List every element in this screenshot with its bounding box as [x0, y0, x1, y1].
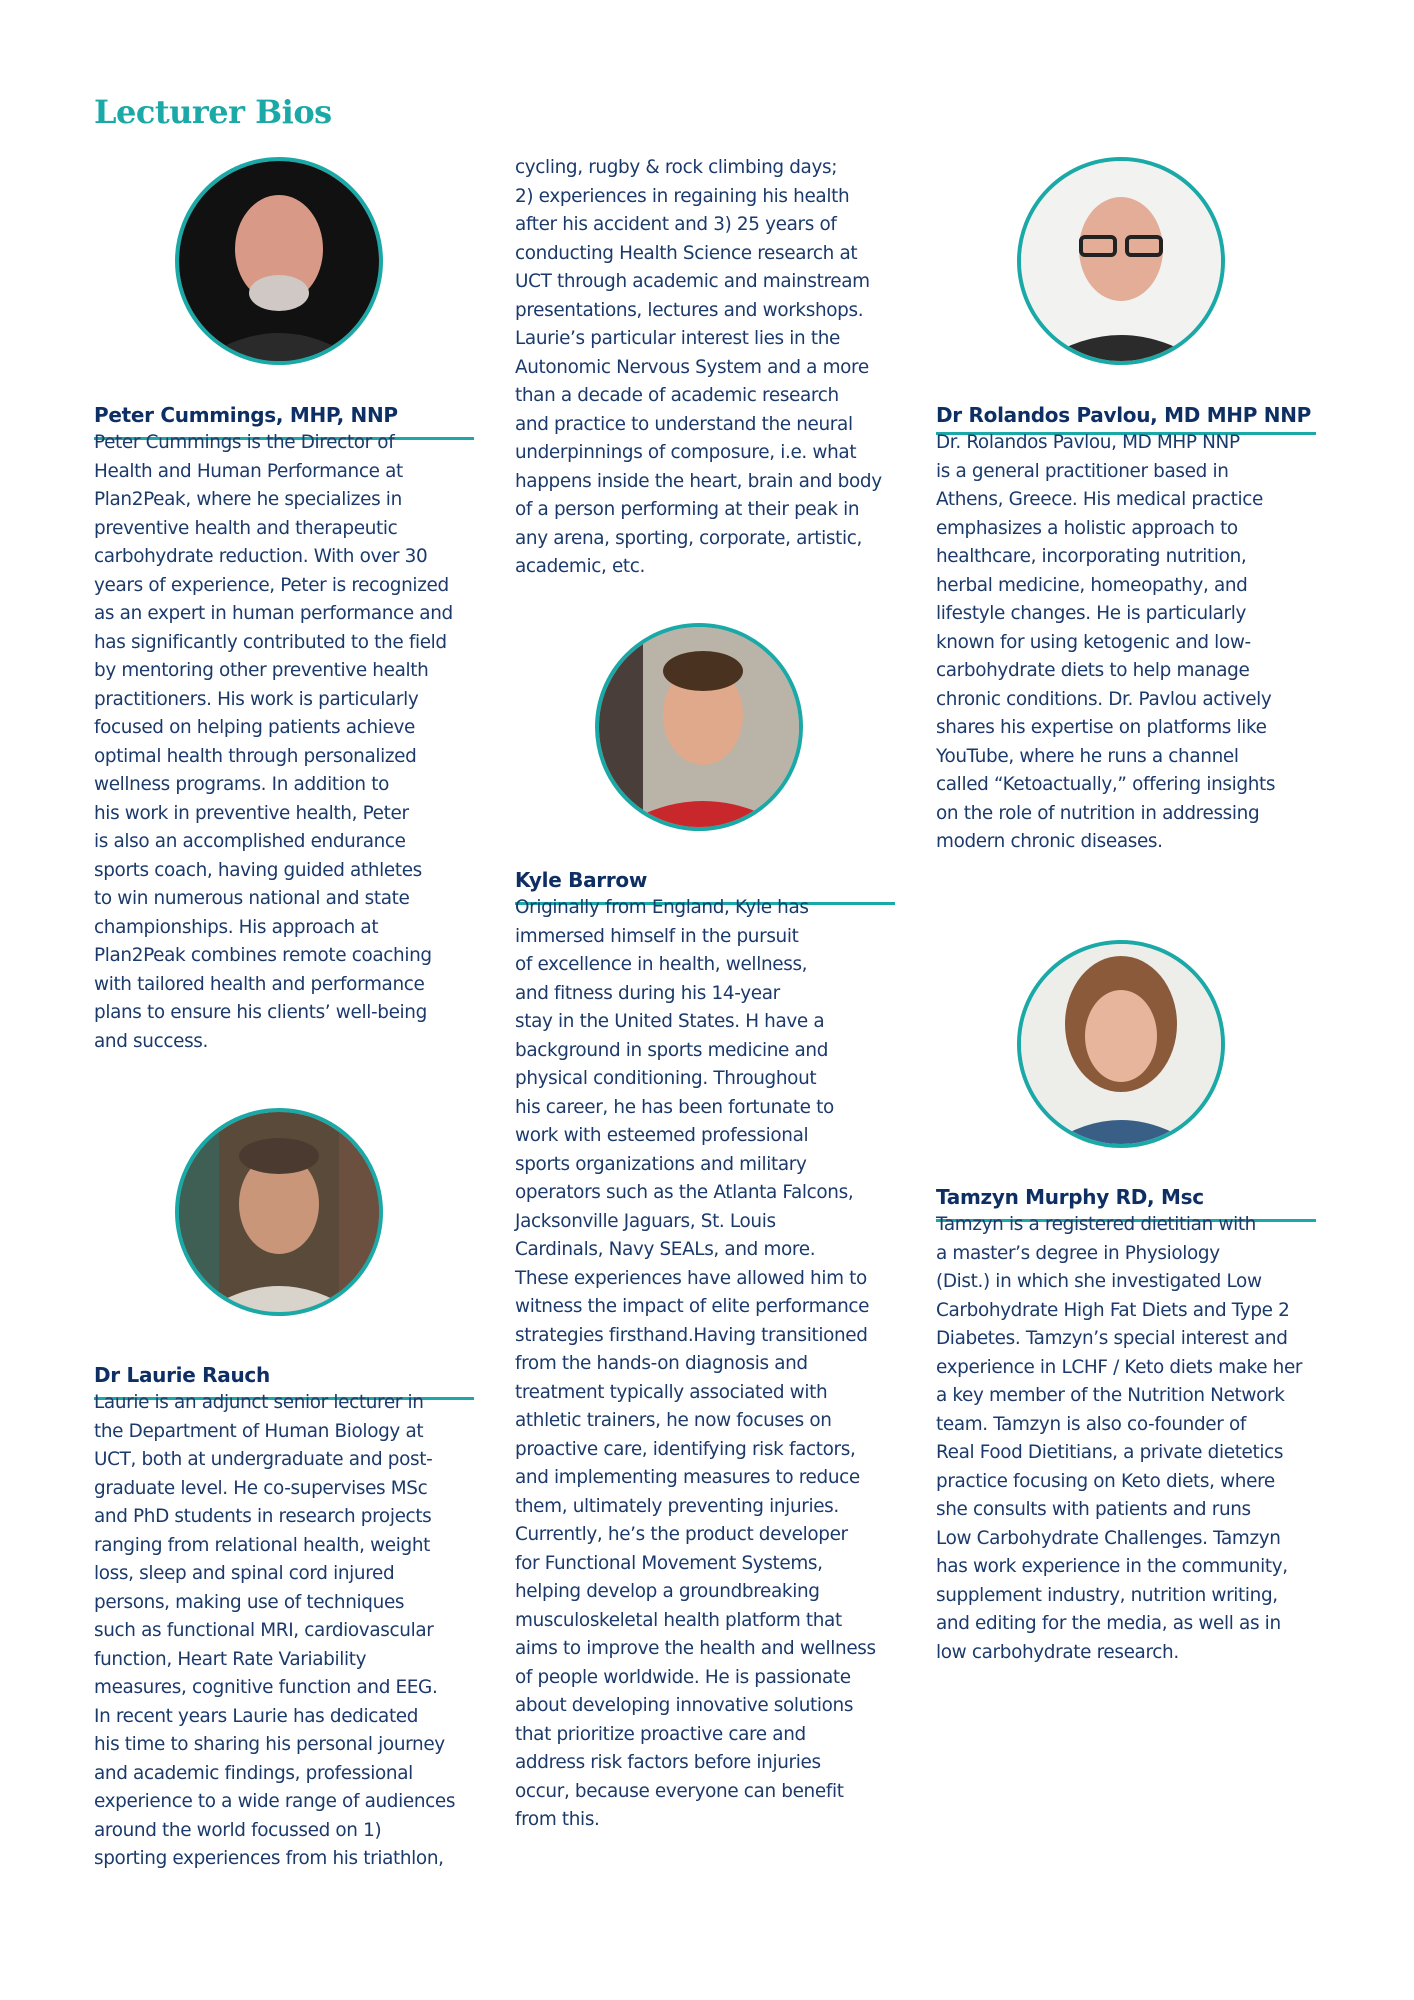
bio-line: work with esteemed professional [515, 1125, 809, 1146]
bio-line: conducting Health Science research at [515, 242, 858, 264]
bio-line: Autonomic Nervous System and a more [515, 356, 869, 378]
bio-line: address risk factors before injuries [515, 1752, 821, 1773]
lecturer-photo-laurie-rauch [175, 1108, 383, 1316]
bio-line: aims to improve the health and wellness [515, 1638, 876, 1659]
bio-line: carbohydrate reduction. With over 30 [94, 546, 428, 567]
bio-line: low carbohydrate research. [936, 1641, 1179, 1663]
bio-line: physical conditioning. Throughout [515, 1068, 817, 1089]
lecturer-name: Kyle Barrow [515, 868, 648, 892]
lecturer-photo-tamzyn-murphy [1017, 940, 1225, 1148]
bio-line: to win numerous national and state [94, 888, 410, 909]
bio-line: experience to a wide range of audiences [94, 1791, 456, 1812]
bio-line: presentations, lectures and workshops. [515, 299, 864, 321]
portrait-icon [1021, 944, 1221, 1144]
bio-line: with tailored health and performance [94, 973, 425, 995]
bio-line: These experiences have allowed him to [515, 1267, 867, 1289]
bio-line: and implementing measures to reduce [515, 1467, 860, 1488]
lecturer-bio-continued [515, 154, 882, 582]
bio-line: his career, he has been fortunate to [515, 1096, 834, 1118]
lecturer-bio [94, 1389, 455, 1874]
bio-line: his work in preventive health, Peter [94, 802, 409, 824]
bio-line: measures, cognitive function and EEG. [94, 1677, 438, 1698]
bio-line: his time to sharing his personal journey [94, 1734, 445, 1755]
bio-line: by mentoring other preventive health [94, 660, 429, 681]
bio-line: strategies firsthand.Having transitioned [515, 1324, 868, 1346]
bio-line: herbal medicine, homeopathy, and [936, 574, 1248, 596]
portrait-icon [179, 161, 379, 361]
bio-line: any arena, sporting, corporate, artistic, [515, 527, 862, 549]
bio-line: carbohydrate diets to help manage [936, 660, 1250, 681]
bio-line: Currently, he’s the product developer [515, 1524, 848, 1545]
bio-line: from the hands-on diagnosis and [515, 1353, 808, 1374]
bio-line: helping develop a groundbreaking [515, 1581, 820, 1602]
bio-line: and PhD students in research projects [94, 1506, 432, 1527]
bio-line: Dr. Rolandos Pavlou, MD MHP NNP [936, 432, 1240, 453]
bio-line: experience in LCHF / Keto diets make her [936, 1356, 1303, 1378]
bio-line: Carbohydrate High Fat Diets and Type 2 [936, 1299, 1290, 1321]
bio-line: that prioritize proactive care and [515, 1723, 806, 1745]
lecturer-photo-peter-cummings [175, 157, 383, 365]
bio-line: focused on helping patients achieve [94, 717, 415, 738]
bio-line: sports organizations and military [515, 1153, 807, 1175]
lecturer-name: Peter Cummings, MHP, NNP [94, 403, 398, 427]
bio-line: a key member of the Nutrition Network [936, 1385, 1285, 1406]
bio-line: such as functional MRI, cardiovascular [94, 1620, 434, 1641]
lecturer-bio [515, 894, 876, 1835]
bio-line: Jacksonville Jaguars, St. Louis [515, 1210, 776, 1232]
bio-line: of people worldwide. He is passionate [515, 1666, 851, 1688]
bio-line: from this. [515, 1809, 600, 1830]
bio-line: YouTube, where he runs a channel [936, 745, 1239, 767]
bio-line: treatment typically associated with [515, 1381, 828, 1403]
portrait-icon [1021, 161, 1221, 361]
bio-line: persons, making use of techniques [94, 1591, 405, 1613]
portrait-icon [599, 627, 799, 827]
bio-line: Plan2Peak, where he specializes in [94, 489, 402, 510]
bio-line: Peter Cummings is the Director of [94, 432, 395, 453]
lecturer-name: Dr Rolandos Pavlou, MD MHP NNP [936, 403, 1311, 427]
bio-line: the Department of Human Biology at [94, 1420, 424, 1442]
bio-line: as an expert in human performance and [94, 603, 453, 624]
bio-line: Laurie’s particular interest lies in the [515, 328, 840, 349]
bio-line: UCT, both at undergraduate and post- [94, 1449, 433, 1470]
bio-line: cycling, rugby & rock climbing days; [515, 157, 838, 178]
bio-line: called “Ketoactually,” offering insights [936, 774, 1276, 795]
bio-line: around the world focussed on 1) [94, 1819, 382, 1841]
bio-line: preventive health and therapeutic [94, 517, 398, 539]
bio-line: chronic conditions. Dr. Pavlou actively [936, 688, 1272, 710]
lecturer-bio [936, 1211, 1302, 1667]
bio-line: Originally from England, Kyle has [515, 897, 809, 918]
bio-line: UCT through academic and mainstream [515, 271, 870, 292]
lecturer-photo-kyle-barrow [595, 623, 803, 831]
bio-line: Diabetes. Tamzyn’s special interest and [936, 1328, 1288, 1349]
lecturer-bio [936, 429, 1275, 857]
bio-line: occur, because everyone can benefit [515, 1780, 844, 1802]
bio-line: graduate level. He co-supervises MSc [94, 1477, 428, 1499]
bio-line: loss, sleep and spinal cord injured [94, 1563, 395, 1584]
bio-line: lifestyle changes. He is particularly [936, 603, 1247, 624]
bio-line: practitioners. His work is particularly [94, 688, 419, 710]
bio-line: (Dist.) in which she investigated Low [936, 1271, 1262, 1292]
bio-line: athletic trainers, he now focuses on [515, 1410, 832, 1431]
bio-line: underpinnings of composure, i.e. what [515, 442, 857, 463]
bio-line: proactive care, identifying risk factors, [515, 1438, 856, 1460]
bio-line: a master’s degree in Physiology [936, 1242, 1220, 1264]
bio-line: Real Food Dietitians, a private dietetics [936, 1442, 1284, 1463]
bio-line: Athens, Greece. His medical practice [936, 489, 1263, 510]
bio-line: modern chronic diseases. [936, 831, 1163, 852]
bio-line: team. Tamzyn is also co-founder of [936, 1413, 1247, 1435]
lecturer-name: Dr Laurie Rauch [94, 1363, 270, 1387]
bio-line: and success. [94, 1030, 209, 1052]
bio-line: sporting experiences from his triathlon, [94, 1848, 444, 1869]
page-title: Lecturer Bios [94, 93, 332, 131]
lecturer-photo-rolandos-pavlou [1017, 157, 1225, 365]
bio-line: academic, etc. [515, 556, 646, 577]
bio-line: on the role of nutrition in addressing [936, 802, 1260, 824]
bio-line: emphasizes a holistic approach to [936, 517, 1238, 539]
bio-line: sports coach, having guided athletes [94, 859, 422, 881]
bio-line: plans to ensure his clients’ well-being [94, 1002, 427, 1023]
bio-line: of a person performing at their peak in [515, 499, 860, 520]
bio-line: immersed himself in the pursuit [515, 925, 799, 947]
bio-line: she consults with patients and runs [936, 1499, 1251, 1520]
lecturer-bio [94, 429, 453, 1056]
bio-line: happens inside the heart, brain and body [515, 470, 882, 492]
bio-line: than a decade of academic research [515, 385, 839, 406]
bio-line: stay in the United States. H have a [515, 1011, 825, 1032]
bio-line: function, Heart Rate Variability [94, 1648, 367, 1670]
bio-line: background in sports medicine and [515, 1039, 829, 1061]
bio-line: is a general practitioner based in [936, 460, 1229, 482]
bio-line: Laurie is an adjunct senior lecturer in [94, 1392, 424, 1413]
bio-line: years of experience, Peter is recognized [94, 574, 449, 596]
bio-line: Plan2Peak combines remote coaching [94, 945, 432, 966]
bio-line: wellness programs. In addition to [94, 774, 389, 795]
bio-line: after his accident and 3) 25 years of [515, 214, 837, 235]
bio-line: championships. His approach at [94, 916, 379, 938]
bio-line: supplement industry, nutrition writing, [936, 1584, 1278, 1606]
bio-line: Cardinals, Navy SEALs, and more. [515, 1239, 816, 1260]
bio-line: operators such as the Atlanta Falcons, [515, 1182, 854, 1203]
bio-line: healthcare, incorporating nutrition, [936, 546, 1247, 567]
bio-line: 2) experiences in regaining his health [515, 185, 850, 207]
portrait-icon [179, 1112, 379, 1312]
bio-line: and practice to understand the neural [515, 413, 853, 435]
bio-line: has work experience in the community, [936, 1556, 1288, 1577]
bio-line: witness the impact of elite performance [515, 1296, 870, 1317]
bio-line: and academic findings, professional [94, 1762, 413, 1784]
bio-line: known for using ketogenic and low- [936, 631, 1251, 653]
bio-line: optimal health through personalized [94, 745, 417, 767]
bio-line: for Functional Movement Systems, [515, 1552, 823, 1574]
bio-line: them, ultimately preventing injuries. [515, 1495, 839, 1517]
bio-line: Tamzyn is a registered dietitian with [936, 1214, 1256, 1235]
bio-line: is also an accomplished endurance [94, 831, 406, 852]
bio-line: ranging from relational health, weight [94, 1534, 431, 1556]
bio-line: musculoskeletal health platform that [515, 1609, 842, 1631]
bio-line: Health and Human Performance at [94, 460, 403, 482]
bio-line: practice focusing on Keto diets, where [936, 1470, 1275, 1492]
bio-line: shares his expertise on platforms like [936, 717, 1267, 738]
bio-line: and fitness during his 14-year [515, 982, 780, 1004]
bio-line: and editing for the media, as well as in [936, 1613, 1281, 1634]
bio-line: about developing innovative solutions [515, 1695, 854, 1716]
lecturer-name: Tamzyn Murphy RD, Msc [936, 1185, 1204, 1209]
bio-line: Low Carbohydrate Challenges. Tamzyn [936, 1527, 1281, 1549]
bio-line: In recent years Laurie has dedicated [94, 1705, 419, 1727]
bio-line: has significantly contributed to the field [94, 631, 447, 653]
bio-line: of excellence in health, wellness, [515, 954, 808, 975]
